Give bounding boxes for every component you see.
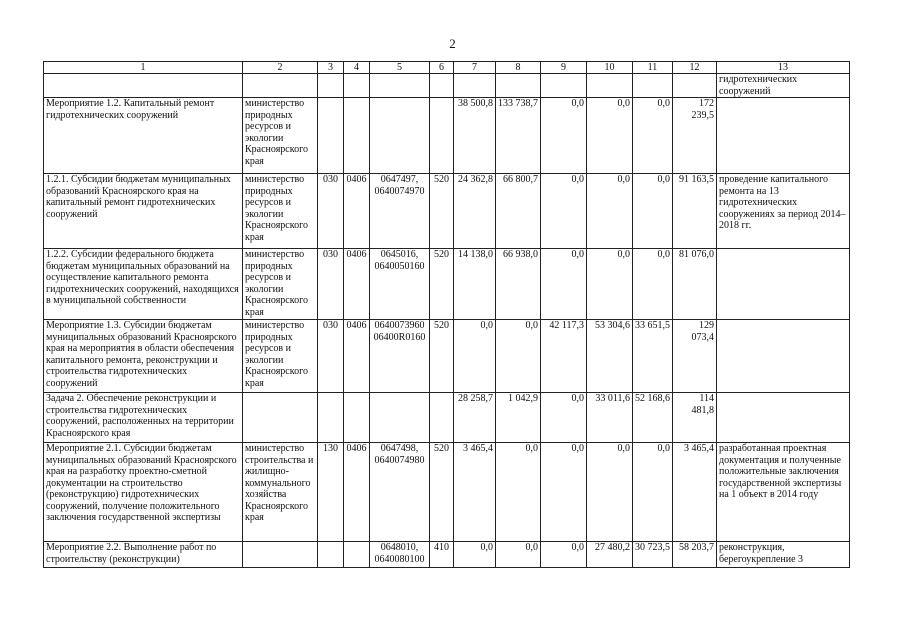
cell-col-5: 0640073960 06400R0160	[370, 320, 430, 393]
cell-col-5: 0647497, 0640074970	[370, 174, 430, 249]
table-row	[44, 542, 850, 568]
cell-col-11	[633, 74, 673, 98]
cell-col-5	[370, 98, 430, 174]
cell-col-11: 0,0	[633, 98, 673, 174]
table-row	[44, 74, 850, 98]
cell-col-13: реконструкция, берегоукрепление 3	[717, 542, 850, 568]
cell-col-9: 42 117,3	[541, 320, 587, 393]
cell-col-13: гидротехнических сооружений	[717, 74, 850, 98]
table-row	[44, 174, 850, 249]
column-header: 4	[344, 62, 370, 74]
cell-col-2: министерство строительства и жилищно-коммунального хозяйства Красноярского края	[243, 443, 318, 542]
cell-col-3	[318, 542, 344, 568]
cell-col-12: 129 073,4	[673, 320, 717, 393]
cell-col-3: 130	[318, 443, 344, 542]
cell-col-12	[673, 74, 717, 98]
page-number: 2	[449, 36, 456, 51]
cell-col-13: разработанная проектная документация и полученные положительные заключения государственной экспертизы на 1 объект в 2014 году	[717, 443, 850, 542]
cell-col-6: 520	[430, 249, 454, 320]
cell-col-8: 66 800,7	[496, 174, 541, 249]
cell-col-1: Мероприятие 1.2. Капитальный ремонт гидротехнических сооружений	[44, 98, 243, 174]
cell-col-9: 0,0	[541, 98, 587, 174]
cell-col-6	[430, 393, 454, 443]
cell-col-1: 1.2.1. Субсидии бюджетам муниципальных образований Красноярского края на капитальный ремонт гидротехнических сооружений	[44, 174, 243, 249]
cell-col-7: 0,0	[454, 320, 496, 393]
cell-col-8: 0,0	[496, 443, 541, 542]
cell-col-7: 0,0	[454, 542, 496, 568]
cell-col-13	[717, 249, 850, 320]
cell-col-7: 14 138,0	[454, 249, 496, 320]
cell-col-2	[243, 393, 318, 443]
cell-col-3	[318, 393, 344, 443]
table-row	[44, 393, 850, 443]
cell-col-11: 33 651,5	[633, 320, 673, 393]
column-header: 10	[587, 62, 633, 74]
cell-col-10: 0,0	[587, 98, 633, 174]
cell-col-4: 0406	[344, 443, 370, 542]
cell-col-9: 0,0	[541, 174, 587, 249]
cell-col-9: 0,0	[541, 249, 587, 320]
cell-col-11: 0,0	[633, 443, 673, 542]
cell-col-9: 0,0	[541, 443, 587, 542]
cell-col-10: 0,0	[587, 174, 633, 249]
cell-col-13	[717, 393, 850, 443]
cell-col-4: 0406	[344, 174, 370, 249]
cell-col-7: 38 500,8	[454, 98, 496, 174]
cell-col-5: 0648010, 0640080100	[370, 542, 430, 568]
cell-col-12: 114 481,8	[673, 393, 717, 443]
column-header: 8	[496, 62, 541, 74]
cell-col-1	[44, 74, 243, 98]
cell-col-6: 520	[430, 443, 454, 542]
cell-col-8: 0,0	[496, 542, 541, 568]
column-header: 12	[673, 62, 717, 74]
cell-col-7: 24 362,8	[454, 174, 496, 249]
cell-col-10: 0,0	[587, 443, 633, 542]
table-row	[44, 249, 850, 320]
cell-col-1: Задача 2. Обеспечение реконструкции и строительства гидротехнических сооружений, расположенных на территории Красноярского края	[44, 393, 243, 443]
cell-col-2: министерство природных ресурсов и экологии Красноярского края	[243, 174, 318, 249]
cell-col-13	[717, 320, 850, 393]
cell-col-4: 0406	[344, 320, 370, 393]
cell-col-6	[430, 98, 454, 174]
table-row	[44, 443, 850, 542]
cell-col-4	[344, 393, 370, 443]
cell-col-2: министерство природных ресурсов и экологии Красноярского края	[243, 249, 318, 320]
cell-col-3	[318, 98, 344, 174]
cell-col-10: 0,0	[587, 249, 633, 320]
cell-col-1: Мероприятие 1.3. Субсидии бюджетам муниципальных образований Красноярского края на мероприятия в области обеспечения капитального ремонта, реконструкции и строительства гидротехнических сооружений	[44, 320, 243, 393]
cell-col-7: 3 465,4	[454, 443, 496, 542]
cell-col-2: министерство природных ресурсов и экологии Красноярского края	[243, 98, 318, 174]
cell-col-9: 0,0	[541, 542, 587, 568]
column-header: 11	[633, 62, 673, 74]
table-row	[44, 98, 850, 174]
cell-col-6: 520	[430, 174, 454, 249]
column-header: 3	[318, 62, 344, 74]
cell-col-11: 0,0	[633, 249, 673, 320]
cell-col-4	[344, 74, 370, 98]
cell-col-10: 53 304,6	[587, 320, 633, 393]
column-header: 2	[243, 62, 318, 74]
cell-col-8: 66 938,0	[496, 249, 541, 320]
cell-col-7	[454, 74, 496, 98]
cell-col-4	[344, 542, 370, 568]
cell-col-1: Мероприятие 2.1. Субсидии бюджетам муниципальных образований Красноярского края на разработку проектно-сметной документации на строительство (реконструкцию) гидротехнических сооружений, получение положительного заключения государственной экспертизы	[44, 443, 243, 542]
cell-col-6: 520	[430, 320, 454, 393]
cell-col-10	[587, 74, 633, 98]
cell-col-12: 58 203,7	[673, 542, 717, 568]
cell-col-11: 0,0	[633, 174, 673, 249]
column-header: 13	[717, 62, 850, 74]
cell-col-1: Мероприятие 2.2. Выполнение работ по строительству (реконструкции)	[44, 542, 243, 568]
table-row	[44, 320, 850, 393]
cell-col-8	[496, 74, 541, 98]
cell-col-2	[243, 542, 318, 568]
cell-col-3	[318, 74, 344, 98]
cell-col-3: 030	[318, 320, 344, 393]
cell-col-3: 030	[318, 249, 344, 320]
cell-col-2: министерство природных ресурсов и экологии Красноярского края	[243, 320, 318, 393]
column-header: 5	[370, 62, 430, 74]
cell-col-2	[243, 74, 318, 98]
cell-col-1: 1.2.2. Субсидии федерального бюджета бюджетам муниципальных образований на осуществление капитального ремонта гидротехнических сооружений, находящихся в муниципальной собственности	[44, 249, 243, 320]
cell-col-8: 1 042,9	[496, 393, 541, 443]
cell-col-4	[344, 98, 370, 174]
cell-col-9	[541, 74, 587, 98]
cell-col-11: 52 168,6	[633, 393, 673, 443]
cell-col-12: 3 465,4	[673, 443, 717, 542]
cell-col-6	[430, 74, 454, 98]
cell-col-10: 33 011,6	[587, 393, 633, 443]
cell-col-3: 030	[318, 174, 344, 249]
column-header: 6	[430, 62, 454, 74]
cell-col-8: 133 738,7	[496, 98, 541, 174]
cell-col-5	[370, 393, 430, 443]
cell-col-12: 81 076,0	[673, 249, 717, 320]
cell-col-7: 28 258,7	[454, 393, 496, 443]
cell-col-13: проведение капитального ремонта на 13 гидротехнических сооружениях за период 2014–2018 гг.	[717, 174, 850, 249]
cell-col-11: 30 723,5	[633, 542, 673, 568]
cell-col-12: 172 239,5	[673, 98, 717, 174]
cell-col-9: 0,0	[541, 393, 587, 443]
cell-col-12: 91 163,5	[673, 174, 717, 249]
cell-col-8: 0,0	[496, 320, 541, 393]
budget-table	[43, 61, 850, 568]
cell-col-13	[717, 98, 850, 174]
column-header: 1	[44, 62, 243, 74]
column-header: 7	[454, 62, 496, 74]
cell-col-6: 410	[430, 542, 454, 568]
cell-col-4: 0406	[344, 249, 370, 320]
cell-col-5: 0647498, 0640074980	[370, 443, 430, 542]
cell-col-5	[370, 74, 430, 98]
header-row	[44, 62, 850, 74]
column-header: 9	[541, 62, 587, 74]
cell-col-10: 27 480,2	[587, 542, 633, 568]
cell-col-5: 0645016, 0640050160	[370, 249, 430, 320]
